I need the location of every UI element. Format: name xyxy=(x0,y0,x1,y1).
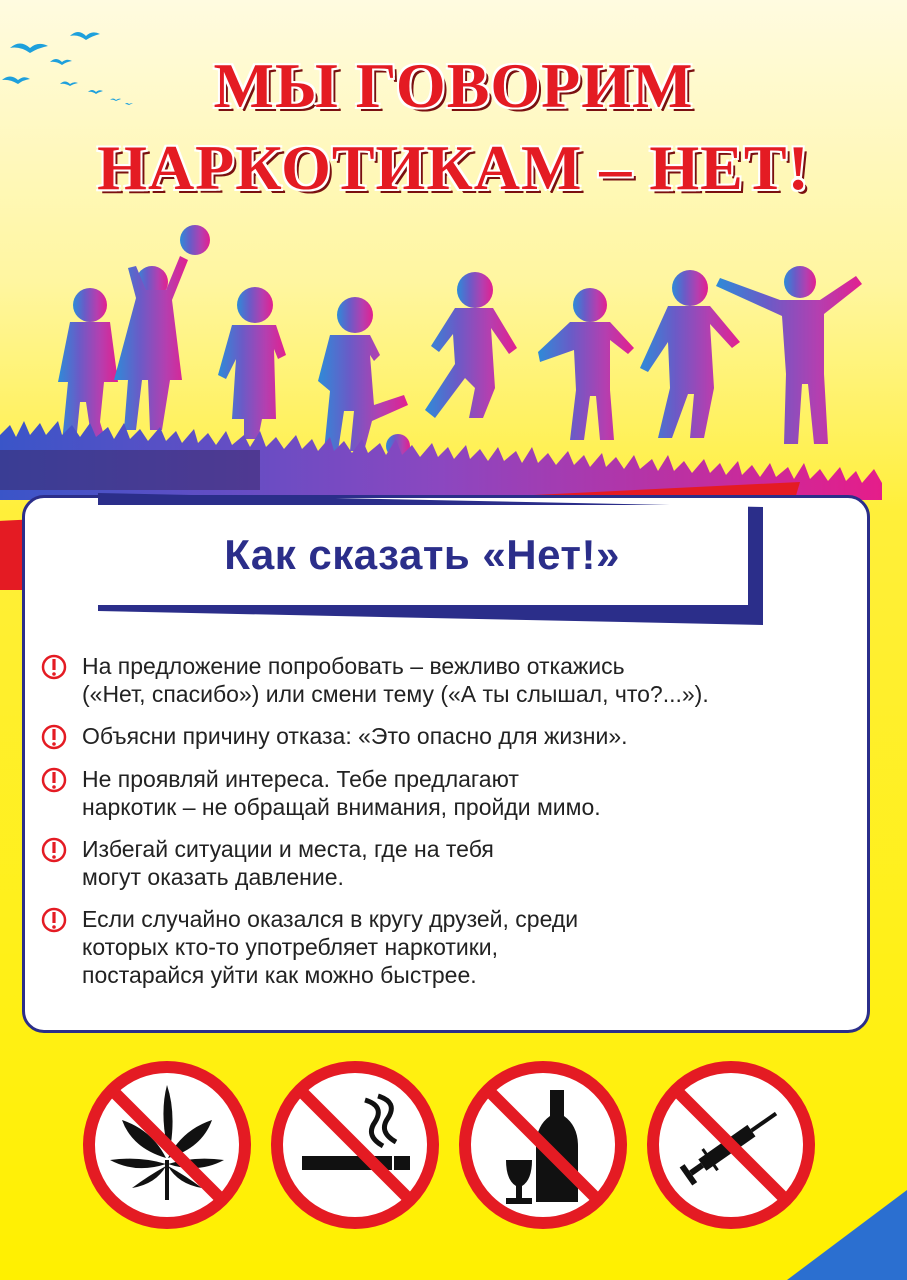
list-item xyxy=(40,722,860,751)
tip-text: На предложение попробовать – вежливо откажись («Нет, спасибо») или смени тему («А ты слышал, что?...»). xyxy=(82,653,709,707)
children-silhouettes xyxy=(0,210,907,500)
cigarette-icon xyxy=(270,1060,440,1230)
poster-title-line1: МЫ ГОВОРИМ xyxy=(213,50,694,121)
tips-list xyxy=(40,652,860,1003)
poster-title-line2: НАРКОТИКАМ – НЕТ! xyxy=(97,132,810,203)
tip-text: Если случайно оказался в кругу друзей, среди которых кто-то употребляет наркотики, постарайся уйти как можно быстрее. xyxy=(82,906,579,988)
cannabis-leaf-icon xyxy=(82,1060,252,1230)
list-item xyxy=(40,652,860,708)
tip-text: Объясни причину отказа: «Это опасно для жизни». xyxy=(82,723,628,749)
list-item xyxy=(40,765,860,821)
tip-text: Избегай ситуации и места, где на тебя могут оказать давление. xyxy=(82,836,494,890)
tip-text: Не проявляй интереса. Тебе предлагают наркотик – не обращай внимания, пройди мимо. xyxy=(82,766,601,820)
warning-icon xyxy=(40,836,68,864)
alcohol-bottle-icon xyxy=(458,1060,628,1230)
subtitle-banner xyxy=(96,505,748,605)
list-item xyxy=(40,905,860,989)
warning-icon xyxy=(40,653,68,681)
list-item xyxy=(40,835,860,891)
warning-icon xyxy=(40,906,68,934)
warning-icon xyxy=(40,723,68,751)
warning-icon xyxy=(40,766,68,794)
corner-decoration xyxy=(727,1190,907,1280)
subtitle: Как сказать «Нет!» xyxy=(224,531,620,578)
